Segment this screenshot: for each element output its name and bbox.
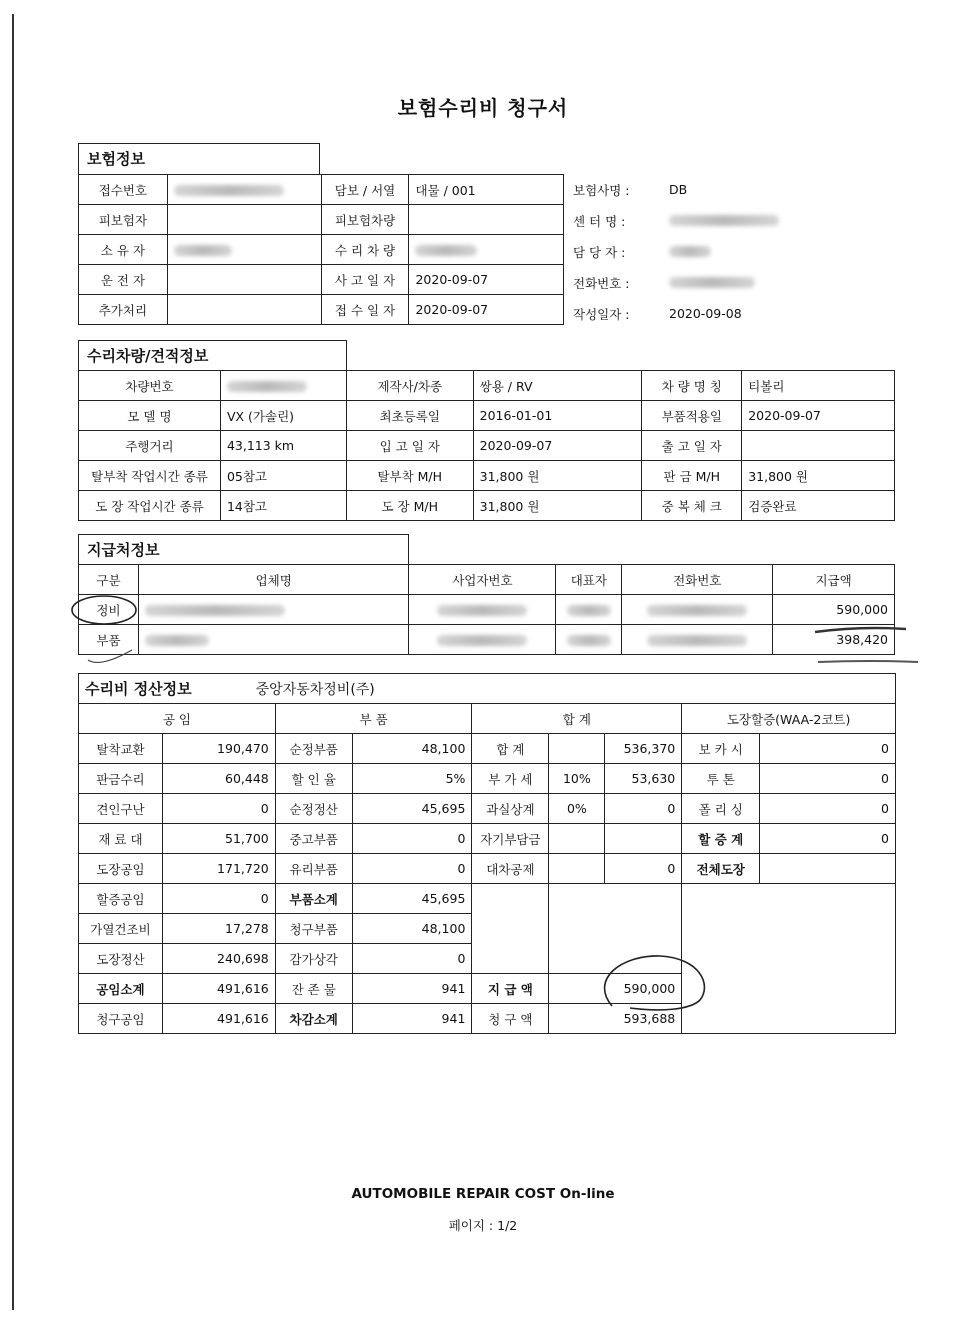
label-cell: 제작사/차종 xyxy=(346,371,473,401)
parts-value: 48,100 xyxy=(352,914,472,944)
payee-section-header: 지급처정보 xyxy=(78,534,409,565)
label-cell: 피보험자 xyxy=(79,205,168,235)
labor-value: 0 xyxy=(162,794,275,824)
label-cell: 탈부착 M/H xyxy=(346,461,473,491)
group-header-labor: 공 임 xyxy=(79,704,276,734)
label-cell: 최초등록일 xyxy=(346,401,473,431)
column-header: 구분 xyxy=(79,565,139,595)
paint-empty xyxy=(682,884,896,1034)
table-row xyxy=(79,734,896,764)
parts-value: 941 xyxy=(352,1004,472,1034)
parts-label: 순정부품 xyxy=(275,734,352,764)
value-cell: 검증완료 xyxy=(742,491,895,521)
total-rate: 0% xyxy=(549,794,605,824)
vehicle-section-header: 수리차량/견적정보 xyxy=(78,340,347,371)
payment-amount: 590,000 xyxy=(773,595,895,625)
side-row-manager: 담 당 자 : xyxy=(573,236,711,267)
total-value: 0 xyxy=(605,854,682,884)
labor-label: 견인구난 xyxy=(79,794,163,824)
pay-amount-label: 지 급 액 xyxy=(472,974,549,1004)
labor-value: 51,700 xyxy=(162,824,275,854)
labor-label: 가열건조비 xyxy=(79,914,163,944)
labor-label: 도장정산 xyxy=(79,944,163,974)
table-row xyxy=(79,794,896,824)
label-cell: 접 수 일 자 xyxy=(321,295,409,325)
group-header-parts: 부 품 xyxy=(275,704,472,734)
side-row-phone: 전화번호 : xyxy=(573,267,755,298)
label-cell: 피보험차량 xyxy=(321,205,409,235)
value-cell: 티볼리 xyxy=(742,371,895,401)
underline-mark-top xyxy=(815,628,906,632)
label-cell: 차 량 명 칭 xyxy=(642,371,742,401)
value-cell: 2020-09-07 xyxy=(742,401,895,431)
label-cell: 모 델 명 xyxy=(79,401,221,431)
payee-type: 부품 xyxy=(79,625,139,655)
parts-value: 45,695 xyxy=(352,884,472,914)
total-rate xyxy=(549,734,605,764)
total-rate: 10% xyxy=(549,764,605,794)
column-header: 지급액 xyxy=(773,565,895,595)
value-cell: 2020-09-07 xyxy=(473,431,642,461)
labor-value: 17,278 xyxy=(162,914,275,944)
column-header: 대표자 xyxy=(556,565,622,595)
value-cell: 14참고 xyxy=(220,491,346,521)
insurance-section-header: 보험정보 xyxy=(78,143,320,175)
label-cell: 판 금 M/H xyxy=(642,461,742,491)
parts-label: 잔 존 물 xyxy=(275,974,352,1004)
value-cell: VX (가솔린) xyxy=(220,401,346,431)
value-cell: 31,800 원 xyxy=(473,461,642,491)
footer-system-name: AUTOMOBILE REPAIR COST On-line xyxy=(351,1186,615,1202)
labor-label: 할증공임 xyxy=(79,884,163,914)
table-row xyxy=(79,854,896,884)
parts-label: 차감소계 xyxy=(275,1004,352,1034)
table-row xyxy=(79,674,896,704)
side-row-date: 작성일자 : 2020-09-08 xyxy=(573,306,742,322)
label-cell: 입 고 일 자 xyxy=(346,431,473,461)
column-header: 사업자번호 xyxy=(409,565,556,595)
parts-label: 청구부품 xyxy=(275,914,352,944)
value-cell: 43,113 km xyxy=(220,431,346,461)
claim-amount-label: 청 구 액 xyxy=(472,1004,549,1034)
parts-value: 0 xyxy=(352,824,472,854)
parts-value: 941 xyxy=(352,974,472,1004)
paint-label: 보 카 시 xyxy=(682,734,760,764)
circle-mark-jeongbi xyxy=(72,596,136,624)
value-cell: 31,800 원 xyxy=(742,461,895,491)
value-cell: 대물 / 001 xyxy=(409,175,564,205)
parts-value: 45,695 xyxy=(352,794,472,824)
parts-value: 5% xyxy=(352,764,472,794)
label-cell: 담보 / 서열 xyxy=(321,175,409,205)
labor-label: 청구공임 xyxy=(79,1004,163,1034)
label-cell: 차량번호 xyxy=(79,371,221,401)
value-cell: 쌍용 / RV xyxy=(473,371,642,401)
total-empty xyxy=(549,884,682,974)
total-rate xyxy=(549,854,605,884)
paint-value: 0 xyxy=(760,794,896,824)
labor-value: 190,470 xyxy=(162,734,275,764)
total-value: 0 xyxy=(605,794,682,824)
table-row xyxy=(79,704,896,734)
label-cell: 부품적용일 xyxy=(642,401,742,431)
repair-shop-name: 중앙자동차정비(주) xyxy=(255,682,375,698)
label-cell: 출 고 일 자 xyxy=(642,431,742,461)
value-cell: 2020-09-07 xyxy=(409,265,564,295)
label-cell: 주행거리 xyxy=(79,431,221,461)
stroke-mark xyxy=(88,650,132,662)
total-label: 자기부담금 xyxy=(472,824,549,854)
parts-value: 48,100 xyxy=(352,734,472,764)
paint-label: 전체도장 xyxy=(682,854,760,884)
column-header: 업체명 xyxy=(138,565,409,595)
settlement-table xyxy=(78,673,896,1034)
payee-type: 정비 xyxy=(79,595,139,625)
label-cell: 수 리 차 량 xyxy=(321,235,409,265)
labor-value: 491,616 xyxy=(162,974,275,1004)
total-rate xyxy=(549,824,605,854)
parts-label: 중고부품 xyxy=(275,824,352,854)
value-cell: 05참고 xyxy=(220,461,346,491)
total-label: 대차공제 xyxy=(472,854,549,884)
value-cell: 2020-09-07 xyxy=(409,295,564,325)
payment-amount: 398,420 xyxy=(773,625,895,655)
total-label: 합 계 xyxy=(472,734,549,764)
total-value xyxy=(605,824,682,854)
paint-value xyxy=(760,854,896,884)
label-cell: 중 복 체 크 xyxy=(642,491,742,521)
paint-value: 0 xyxy=(760,764,896,794)
value-cell: 2016-01-01 xyxy=(473,401,642,431)
side-row-insurer: 보험사명 : DB xyxy=(573,182,688,198)
paint-label: 폴 리 싱 xyxy=(682,794,760,824)
table-row xyxy=(79,824,896,854)
footer-page-number: 페이지 : 1/2 xyxy=(448,1218,518,1233)
label-cell: 접수번호 xyxy=(79,175,168,205)
label-cell: 도 장 M/H xyxy=(346,491,473,521)
parts-label: 유리부품 xyxy=(275,854,352,884)
labor-value: 171,720 xyxy=(162,854,275,884)
document-title: 보험수리비 청구서 xyxy=(397,96,569,120)
settlement-section-header: 수리비 정산정보 중앙자동차정비(주) xyxy=(79,674,896,704)
table-row xyxy=(79,764,896,794)
label-cell: 운 전 자 xyxy=(79,265,168,295)
labor-label: 재 료 대 xyxy=(79,824,163,854)
paint-label: 할 증 계 xyxy=(682,824,760,854)
total-label: 부 가 세 xyxy=(472,764,549,794)
labor-label: 판금수리 xyxy=(79,764,163,794)
side-row-center: 센 터 명 : xyxy=(573,205,779,236)
total-value: 53,630 xyxy=(605,764,682,794)
labor-value: 240,698 xyxy=(162,944,275,974)
labor-label: 탈착교환 xyxy=(79,734,163,764)
value-cell: 31,800 원 xyxy=(473,491,642,521)
column-header: 전화번호 xyxy=(622,565,773,595)
labor-label: 공임소계 xyxy=(79,974,163,1004)
labor-value: 491,616 xyxy=(162,1004,275,1034)
total-label: 과실상계 xyxy=(472,794,549,824)
parts-value: 0 xyxy=(352,854,472,884)
claim-amount-value: 593,688 xyxy=(549,1004,682,1034)
labor-label: 도장공임 xyxy=(79,854,163,884)
paint-value: 0 xyxy=(760,734,896,764)
labor-value: 0 xyxy=(162,884,275,914)
table-row xyxy=(79,884,896,914)
parts-label: 순정정산 xyxy=(275,794,352,824)
label-cell: 추가처리 xyxy=(79,295,168,325)
pay-amount-value: 590,000 xyxy=(549,974,682,1004)
group-header-total: 합 계 xyxy=(472,704,682,734)
parts-label: 감가상각 xyxy=(275,944,352,974)
parts-label: 할 인 율 xyxy=(275,764,352,794)
total-empty xyxy=(472,884,549,974)
parts-label: 부품소계 xyxy=(275,884,352,914)
parts-value: 0 xyxy=(352,944,472,974)
paint-value: 0 xyxy=(760,824,896,854)
label-cell: 도 장 작업시간 종류 xyxy=(79,491,221,521)
paint-label: 투 톤 xyxy=(682,764,760,794)
underline-mark-bottom xyxy=(818,661,918,662)
label-cell: 탈부착 작업시간 종류 xyxy=(79,461,221,491)
label-cell: 소 유 자 xyxy=(79,235,168,265)
total-value: 536,370 xyxy=(605,734,682,764)
label-cell: 사 고 일 자 xyxy=(321,265,409,295)
group-header-paint: 도장할증(WAA-2코트) xyxy=(682,704,896,734)
labor-value: 60,448 xyxy=(162,764,275,794)
